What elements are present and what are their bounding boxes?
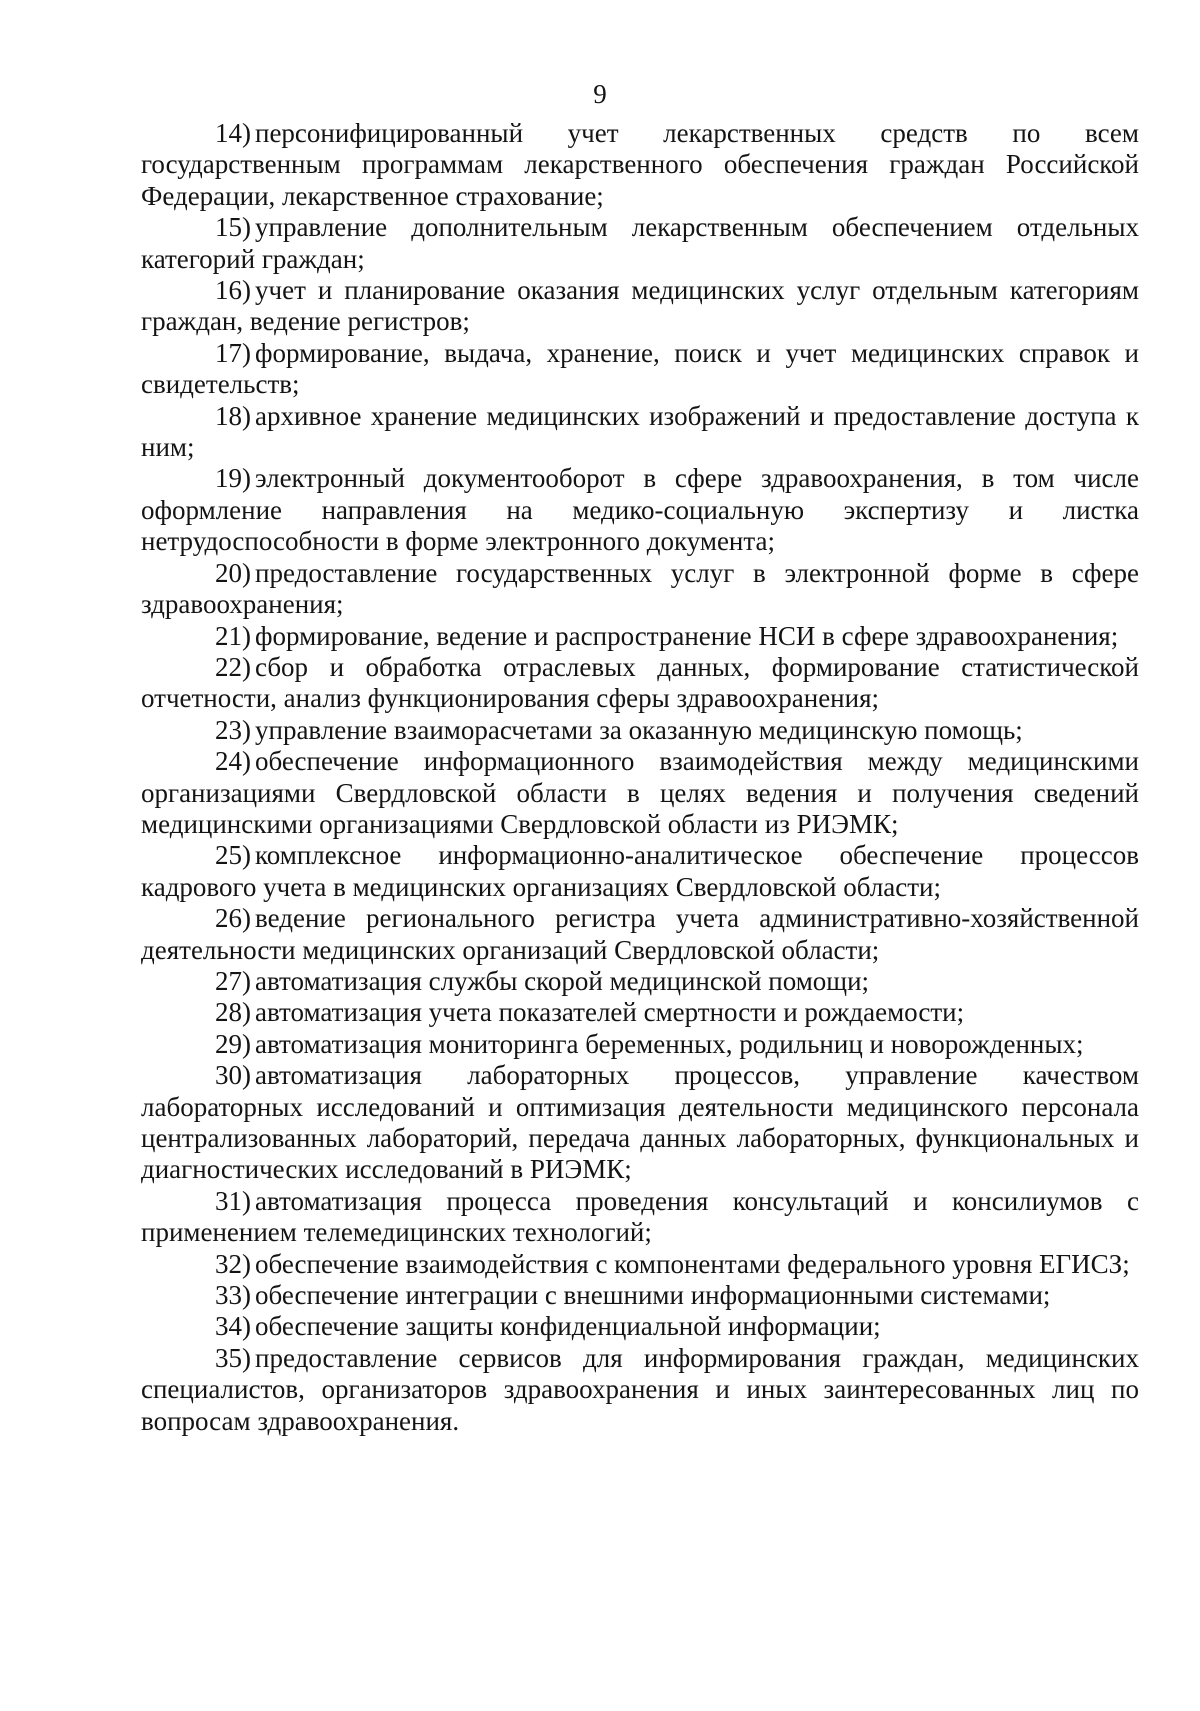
item-number: 23): [215, 714, 251, 745]
item-text: ведение регионального регистра учета административно-хозяйственной деятельности медицинских организаций Свердловской области;: [141, 903, 1139, 965]
item-text: автоматизация лабораторных процессов, управление качеством лабораторных исследований и оптимизация деятельности медицинского персонала централизованных лабораторий, передача данных лабораторных, функциональных и диагностических исследований в РИЭМК;: [141, 1060, 1139, 1185]
item-text: предоставление сервисов для информирования граждан, медицинских специалистов, организаторов здравоохранения и иных заинтересованных лиц по вопросам здравоохранения.: [141, 1342, 1139, 1436]
item-text: обеспечение интеграции с внешними информационными системами;: [255, 1280, 1051, 1311]
item-text: формирование, выдача, хранение, поиск и учет медицинских справок и свидетельств;: [141, 337, 1139, 400]
item-number: 18): [215, 400, 251, 431]
list-item: [141, 401, 1139, 464]
item-number: 16): [215, 275, 251, 306]
item-text: формирование, ведение и распространение НСИ в сфере здравоохранения;: [255, 620, 1119, 651]
item-number: 28): [215, 997, 251, 1028]
item-number: 21): [215, 620, 251, 651]
item-number: 26): [215, 903, 251, 934]
item-number: 25): [215, 840, 251, 871]
item-text: автоматизация мониторинга беременных, родильниц и новорожденных;: [255, 1028, 1084, 1059]
item-number: 34): [215, 1311, 251, 1342]
list-item: [141, 1029, 1139, 1060]
item-text: управление взаиморасчетами за оказанную медицинскую помощь;: [255, 714, 1023, 745]
item-text: автоматизация службы скорой медицинской помощи;: [255, 965, 870, 996]
list-item: [141, 1249, 1139, 1280]
item-text: обеспечение взаимодействия с компонентами федерального уровня ЕГИСЗ;: [255, 1248, 1130, 1279]
item-text: учет и планирование оказания медицинских услуг отдельным категориям граждан, ведение регистров;: [141, 275, 1139, 337]
page-number: 9: [593, 79, 607, 109]
item-list: [141, 118, 1139, 1437]
item-text: обеспечение защиты конфиденциальной информации;: [255, 1311, 881, 1342]
item-number: 31): [215, 1185, 251, 1216]
list-item: [141, 212, 1139, 275]
list-item: [141, 118, 1139, 212]
list-item: [141, 652, 1139, 715]
list-item: [141, 1311, 1139, 1342]
item-number: 27): [215, 965, 251, 996]
item-number: 35): [215, 1342, 251, 1373]
item-number: 14): [215, 118, 251, 148]
item-text: архивное хранение медицинских изображений и предоставление доступа к ним;: [141, 400, 1139, 463]
item-number: 24): [215, 746, 251, 777]
list-item: [141, 621, 1139, 652]
list-item: [141, 715, 1139, 746]
item-number: 32): [215, 1248, 251, 1279]
item-text: управление дополнительным лекарственным обеспечением отдельных категорий граждан;: [141, 212, 1139, 274]
item-text: электронный документооборот в сфере здравоохранения, в том числе оформление направления на медико-социальную экспертизу и листка нетрудоспособности в форме электронного документа;: [141, 463, 1139, 557]
list-item: [141, 997, 1139, 1028]
item-number: 30): [215, 1060, 251, 1091]
item-text: сбор и обработка отраслевых данных, формирование статистической отчетности, анализ функционирования сферы здравоохранения;: [141, 651, 1139, 714]
list-item: [141, 1060, 1139, 1186]
list-item: [141, 275, 1139, 338]
item-number: 29): [215, 1028, 251, 1059]
item-number: 20): [215, 557, 251, 588]
item-text: автоматизация процесса проведения консультаций и консилиумов с применением телемедицинских технологий;: [141, 1185, 1139, 1248]
item-number: 15): [215, 212, 251, 243]
list-item: [141, 558, 1139, 621]
item-text: предоставление государственных услуг в электронной форме в сфере здравоохранения;: [141, 557, 1139, 620]
list-item: [141, 903, 1139, 966]
item-number: 22): [215, 651, 251, 682]
item-text: автоматизация учета показателей смертности и рождаемости;: [255, 997, 965, 1028]
list-item: [141, 966, 1139, 997]
list-item: [141, 463, 1139, 557]
list-item: [141, 746, 1139, 840]
list-item: [141, 840, 1139, 903]
item-number: 17): [215, 337, 251, 368]
list-item: [141, 1186, 1139, 1249]
item-text: обеспечение информационного взаимодействия между медицинскими организациями Свердловской области в целях ведения и получения сведений медицинскими организациями Свердловской области из РИЭМК;: [141, 746, 1139, 839]
list-item: [141, 1280, 1139, 1311]
item-text: комплексное информационно-аналитическое обеспечение процессов кадрового учета в медицинских организациях Свердловской области;: [141, 840, 1139, 902]
item-number: 33): [215, 1280, 251, 1311]
list-item: [141, 338, 1139, 401]
item-number: 19): [215, 463, 251, 494]
item-text: персонифицированный учет лекарственных средств по всем государственным программам лекарственного обеспечения граждан Российской Федерации, лекарственное страхование;: [141, 118, 1139, 211]
list-item: [141, 1343, 1139, 1437]
